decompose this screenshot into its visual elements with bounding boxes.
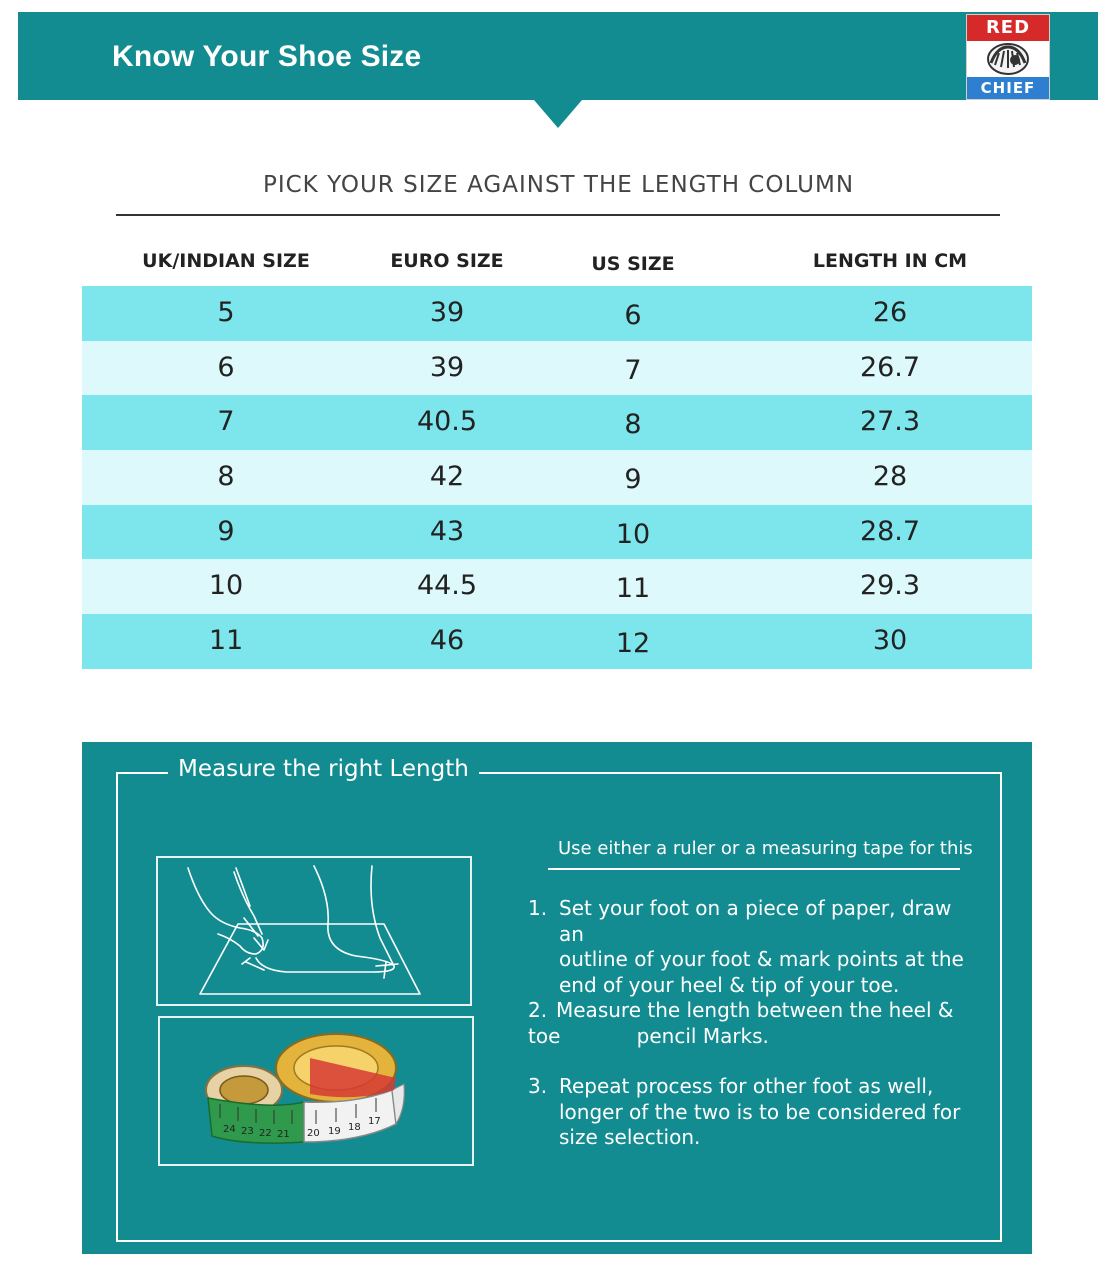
cell-length-cm: 26.7 <box>859 351 921 383</box>
measure-panel <box>82 742 1032 1254</box>
cell-length-cm: 30 <box>872 625 908 657</box>
logo-bottom-text: CHIEF <box>967 77 1049 99</box>
divider <box>116 214 1000 216</box>
measuring-tape-icon <box>160 1018 472 1164</box>
cell-uk-size: 10 <box>208 570 244 602</box>
cell-us-size: 11 <box>615 573 651 605</box>
banner-pointer <box>534 100 582 128</box>
table-row <box>82 450 1032 505</box>
tape-number: 17 <box>368 1116 381 1127</box>
cell-euro-size: 40.5 <box>416 406 478 438</box>
column-header-uk: UK/INDIAN SIZE <box>142 250 310 272</box>
cell-euro-size: 43 <box>429 515 465 547</box>
table-row <box>82 341 1032 396</box>
brand-logo <box>966 14 1050 100</box>
tape-number: 22 <box>259 1128 272 1139</box>
cell-length-cm: 26 <box>872 297 908 328</box>
cell-euro-size: 42 <box>429 461 465 493</box>
cell-uk-size: 8 <box>217 461 235 493</box>
cell-us-size: 8 <box>624 409 642 441</box>
cell-length-cm: 29.3 <box>859 570 921 602</box>
logo-emblem <box>967 41 1049 77</box>
step-3 <box>528 1074 978 1151</box>
logo-top-text: RED <box>967 15 1049 41</box>
cell-euro-size: 44.5 <box>416 570 478 602</box>
table-row <box>82 559 1032 614</box>
tape-number: 21 <box>277 1129 290 1140</box>
cell-euro-size: 39 <box>429 297 465 328</box>
cell-length-cm: 28.7 <box>859 515 921 547</box>
tape-number: 18 <box>348 1122 361 1133</box>
column-header-length: LENGTH IN CM <box>812 250 968 272</box>
step-text-body: Measure the length between the heel & toe pencil Marks. <box>528 998 954 1048</box>
cell-length-cm: 27.3 <box>859 406 921 438</box>
step-number: 2. <box>528 998 548 1022</box>
column-header-euro: EURO SIZE <box>390 250 504 272</box>
step-number: 1. <box>528 896 548 920</box>
cell-us-size: 10 <box>615 518 651 550</box>
measure-tip: Use either a ruler or a measuring tape for this <box>558 838 973 859</box>
cell-us-size: 12 <box>615 628 651 660</box>
step-number: 3. <box>528 1074 548 1098</box>
cell-uk-size: 5 <box>217 297 235 328</box>
cell-euro-size: 46 <box>429 625 465 657</box>
tip-divider <box>548 868 960 870</box>
cell-us-size: 7 <box>624 354 642 386</box>
foot-outline-icon <box>158 858 470 1004</box>
step-2 <box>528 998 978 1049</box>
table-row <box>82 614 1032 669</box>
size-table <box>82 286 1032 669</box>
foot-tracing-illustration <box>156 856 472 1006</box>
tape-number: 20 <box>307 1128 320 1139</box>
cell-uk-size: 11 <box>208 625 244 657</box>
cell-us-size: 9 <box>624 464 642 496</box>
page-title: Know Your Shoe Size <box>112 40 422 73</box>
step-text <box>528 998 978 1049</box>
chief-head-icon <box>967 41 1049 77</box>
step-text: Repeat process for other foot as well, longer of the two is to be considered for size selection. <box>559 1074 961 1149</box>
column-header-us: US SIZE <box>591 253 675 275</box>
tape-number: 19 <box>328 1126 341 1137</box>
table-row <box>82 395 1032 450</box>
measure-title: Measure the right Length <box>168 756 479 782</box>
header-banner <box>18 12 1098 100</box>
table-row <box>82 505 1032 560</box>
cell-euro-size: 39 <box>429 351 465 383</box>
measuring-tape-illustration <box>158 1016 474 1166</box>
step-1 <box>528 896 978 998</box>
step-text: Set your foot on a piece of paper, draw an outline of your foot & mark points at the end of your heel & tip of your toe. <box>559 896 964 997</box>
cell-uk-size: 7 <box>217 406 235 438</box>
cell-uk-size: 6 <box>217 351 235 383</box>
table-row <box>82 286 1032 341</box>
size-instruction: PICK YOUR SIZE AGAINST THE LENGTH COLUMN <box>262 172 855 198</box>
tape-number: 23 <box>241 1126 254 1137</box>
cell-us-size: 6 <box>624 300 642 331</box>
cell-length-cm: 28 <box>872 461 908 493</box>
tape-number: 24 <box>223 1124 236 1135</box>
cell-uk-size: 9 <box>217 515 235 547</box>
